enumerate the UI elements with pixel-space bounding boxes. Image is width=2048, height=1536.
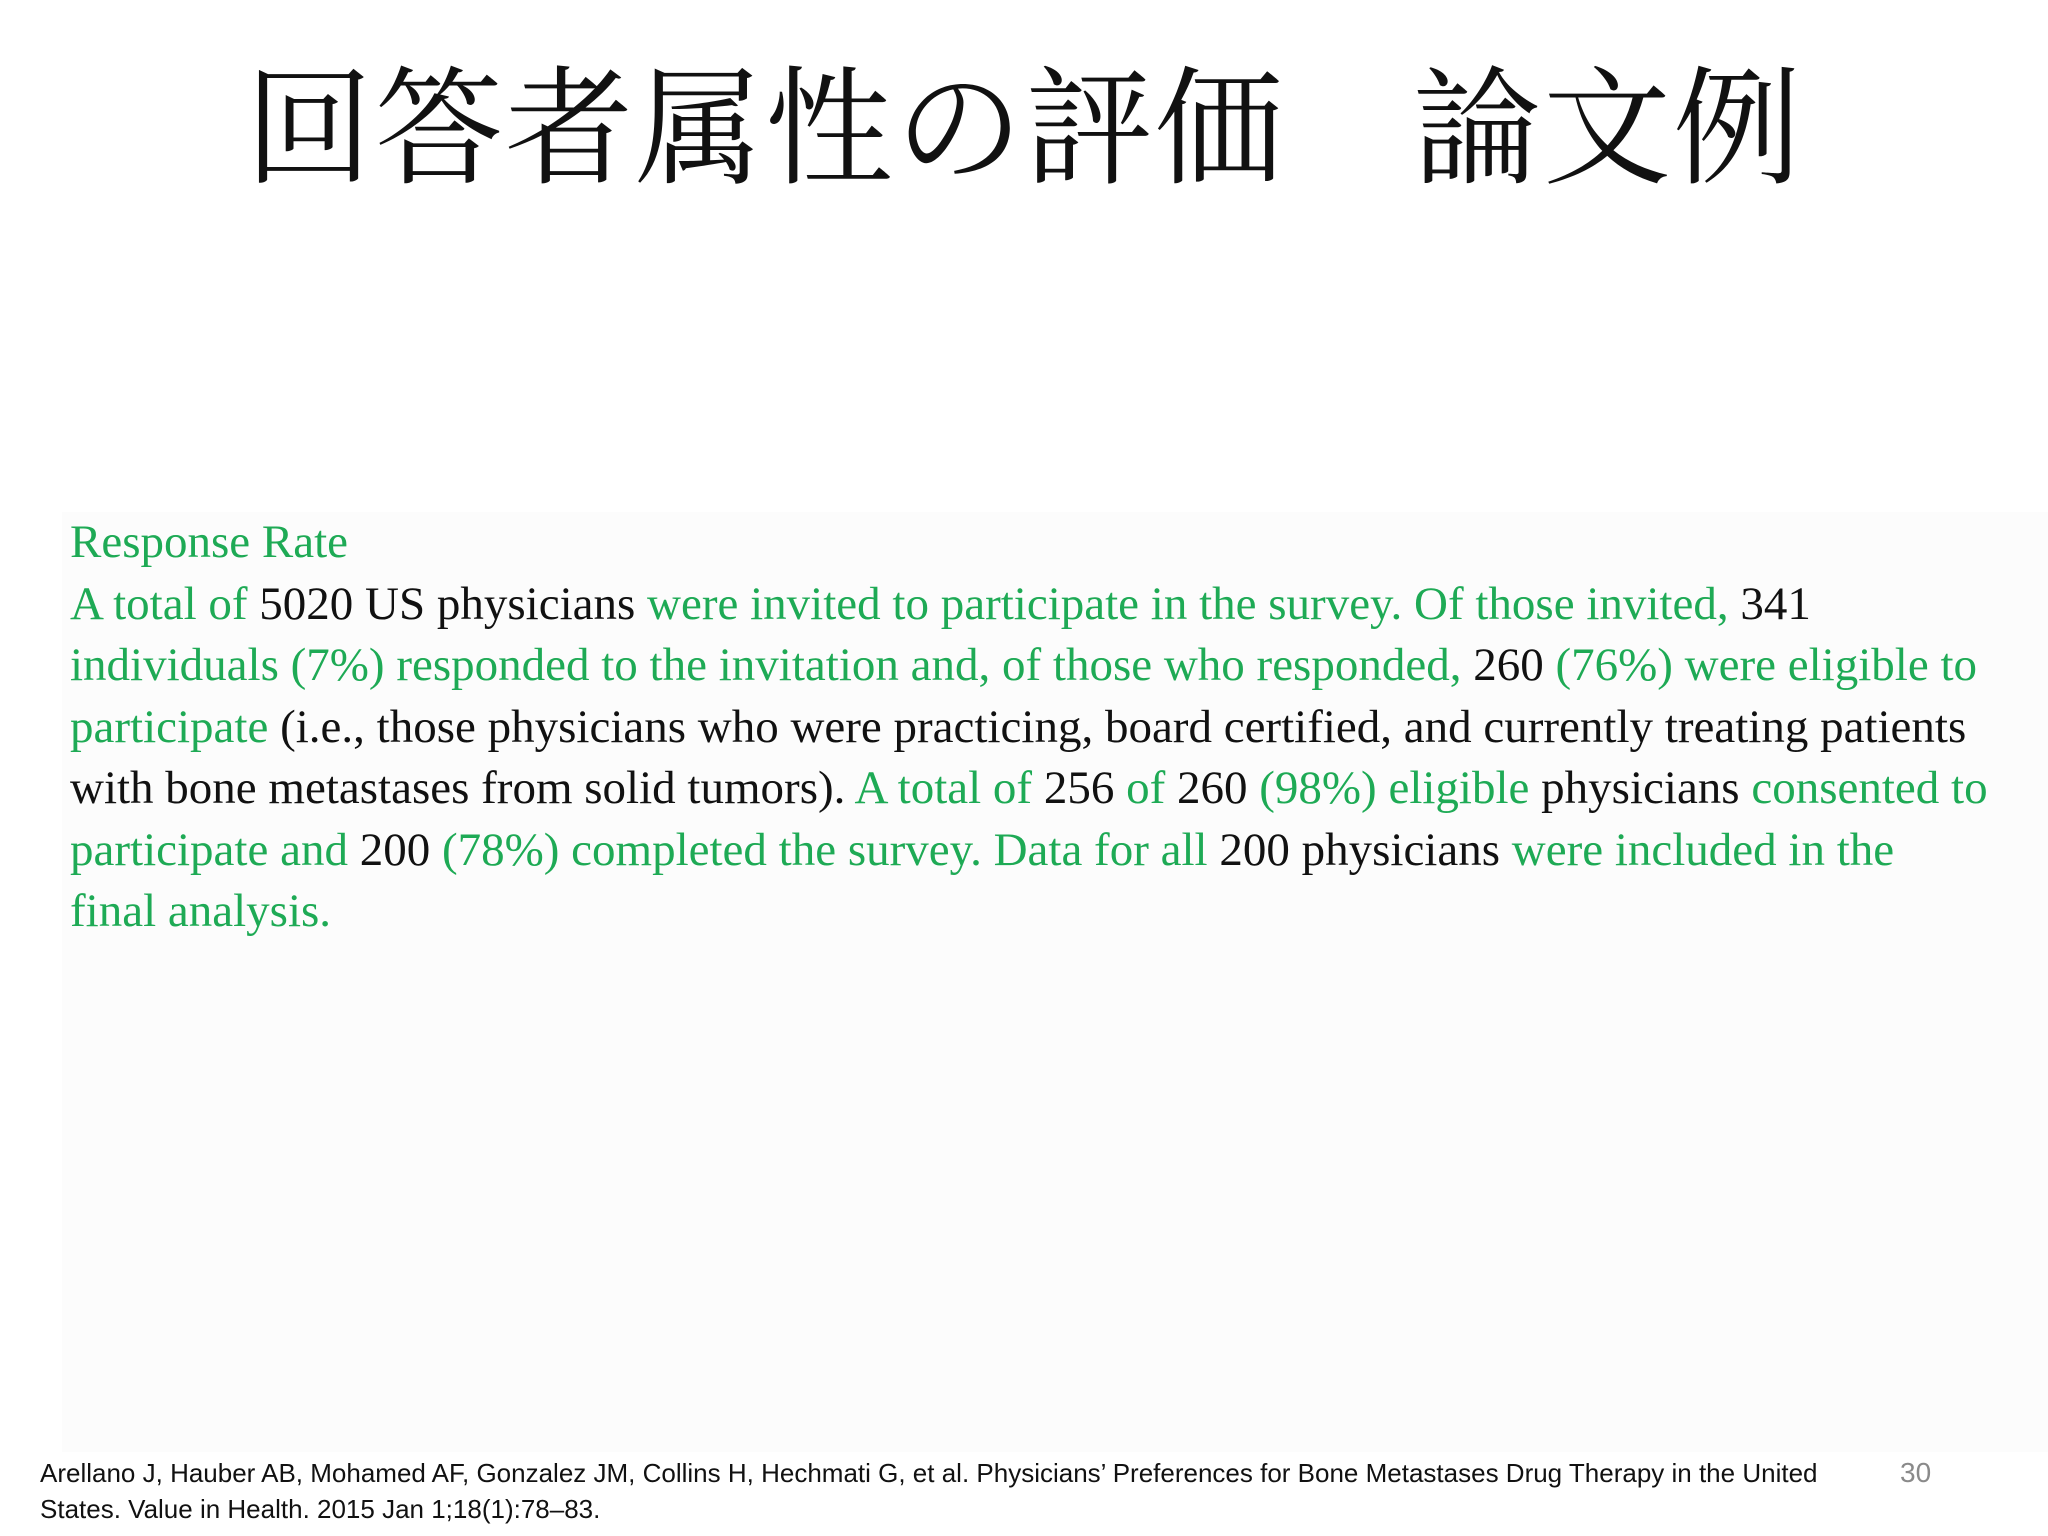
text-segment: A total of xyxy=(854,762,1044,814)
citation-reference: Arellano J, Hauber AB, Mohamed AF, Gonzalez JM, Collins H, Hechmati G, et al. Physicians’ Preferences for Bone Metastases Drug Therapy in the United States. Value in Health. 2015 Jan 1;18(1):78–83. xyxy=(40,1458,1818,1524)
section-heading: Response Rate xyxy=(70,516,349,568)
slide-title-main: 回答者属性の評価 xyxy=(244,55,1285,204)
text-segment: of xyxy=(1126,762,1177,814)
text-segment: 260 xyxy=(1177,762,1260,814)
text-segment: 260 xyxy=(1473,639,1556,691)
text-segment: (76%) were eligible to participate xyxy=(70,639,1977,753)
text-segment: (98%) eligible xyxy=(1259,762,1542,814)
page-number: 30 xyxy=(1900,1457,1932,1488)
text-segment: (i.e., those physicians who were practicing, board certified, and currently treating patients with bone metastases from solid tumors). xyxy=(70,700,1967,814)
text-segment: 341 xyxy=(1740,577,1811,630)
text-segment: (78%) completed the survey. Data for all xyxy=(441,823,1220,876)
text-segment: 200 xyxy=(359,823,442,876)
slide-title-sub: 論文例 xyxy=(1413,55,1804,204)
body-paragraph xyxy=(70,574,1990,943)
text-segment: 5020 US physicians xyxy=(259,577,648,630)
slide-title xyxy=(0,50,2048,210)
text-segment: were included in the final analysis. xyxy=(70,823,1895,937)
text-segment: physicians xyxy=(1541,762,1752,814)
text-segment: individuals (7%) responded to the invitation and, of those who responded, xyxy=(70,639,1474,691)
text-segment: consented to participate and xyxy=(70,762,1988,876)
text-segment: 200 physicians xyxy=(1219,823,1512,876)
text-segment: 256 xyxy=(1043,762,1127,814)
body-text-block xyxy=(70,512,1990,943)
text-segment: were invited to participate in the survey. Of those invited, xyxy=(647,577,1741,630)
text-segment: A total of xyxy=(70,577,260,630)
